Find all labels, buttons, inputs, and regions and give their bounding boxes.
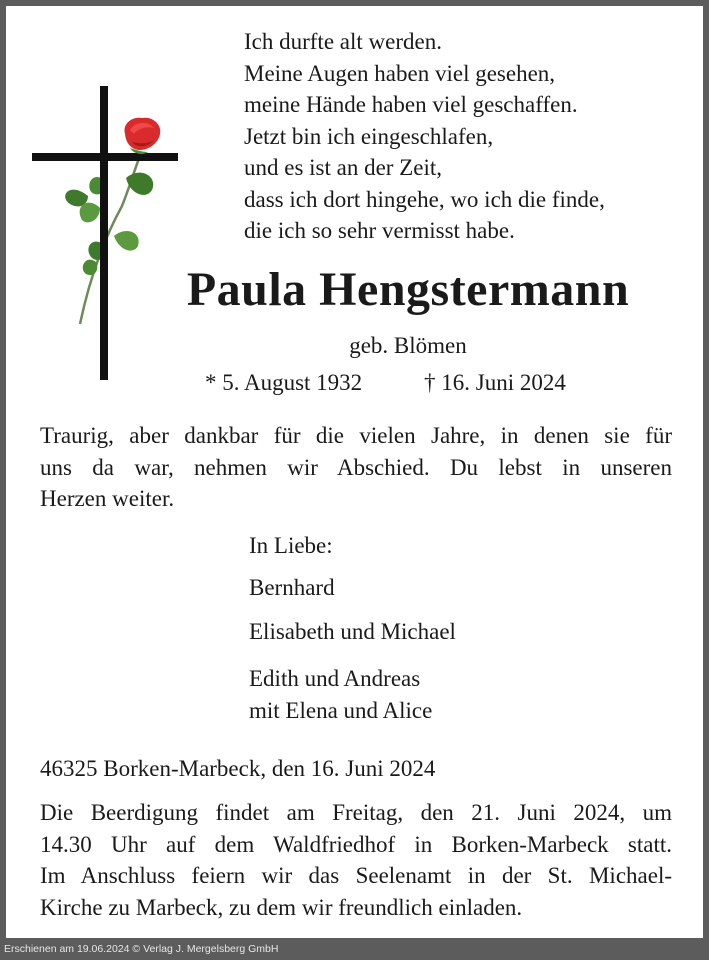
funeral-line: Die Beerdigung findet am Freitag, den 21. Juni 2024, um <box>40 800 672 825</box>
family-member: Edith und Andreas <box>249 666 421 691</box>
publication-footer: Erschienen am 19.06.2024 © Verlag J. Mergelsberg GmbH <box>4 943 279 955</box>
family-intro: In Liebe: <box>249 533 333 558</box>
funeral-line: Kirche zu Marbeck, zu dem wir freundlich einladen. <box>40 894 523 920</box>
poem-line: Meine Augen haben viel gesehen, <box>244 60 556 86</box>
place-and-date: 46325 Borken-Marbeck, den 16. Juni 2024 <box>40 756 436 781</box>
poem-line: dass ich dort hingehe, wo ich die finde, <box>244 186 605 212</box>
deceased-name: Paula Hengstermann <box>186 263 630 316</box>
poem <box>244 26 605 247</box>
message-line: uns da war, nehmen wir Abschied. Du lebst in unseren <box>40 454 672 480</box>
poem-line: Ich durfte alt werden. <box>244 29 442 54</box>
birth-date: * 5. August 1932 <box>205 370 363 395</box>
family-member: Elisabeth und Michael <box>249 619 456 644</box>
family-member-group <box>249 663 432 726</box>
funeral-line: Im Anschluss feiern wir das Seelenamt in der St. Michael- <box>40 863 672 888</box>
poem-line: Jetzt bin ich eingeschlafen, <box>244 123 494 149</box>
poem-line: und es ist an der Zeit, <box>244 155 443 180</box>
family-member: Bernhard <box>249 575 335 600</box>
funeral-notice <box>40 797 672 923</box>
maiden-name: geb. Blömen <box>349 333 467 358</box>
farewell-message <box>40 420 672 515</box>
family-member: mit Elena und Alice <box>249 697 433 723</box>
funeral-line: 14.30 Uhr auf dem Waldfriedhof in Borken-Marbeck statt. <box>40 831 672 857</box>
message-line: Traurig, aber dankbar für die vielen Jahre, in denen sie für <box>40 423 672 448</box>
death-date: † 16. Juni 2024 <box>424 370 566 395</box>
message-line: Herzen weiter. <box>40 486 175 511</box>
poem-line: die ich so sehr vermisst habe. <box>244 218 515 243</box>
poem-line: meine Hände haben viel geschaffen. <box>244 92 578 117</box>
